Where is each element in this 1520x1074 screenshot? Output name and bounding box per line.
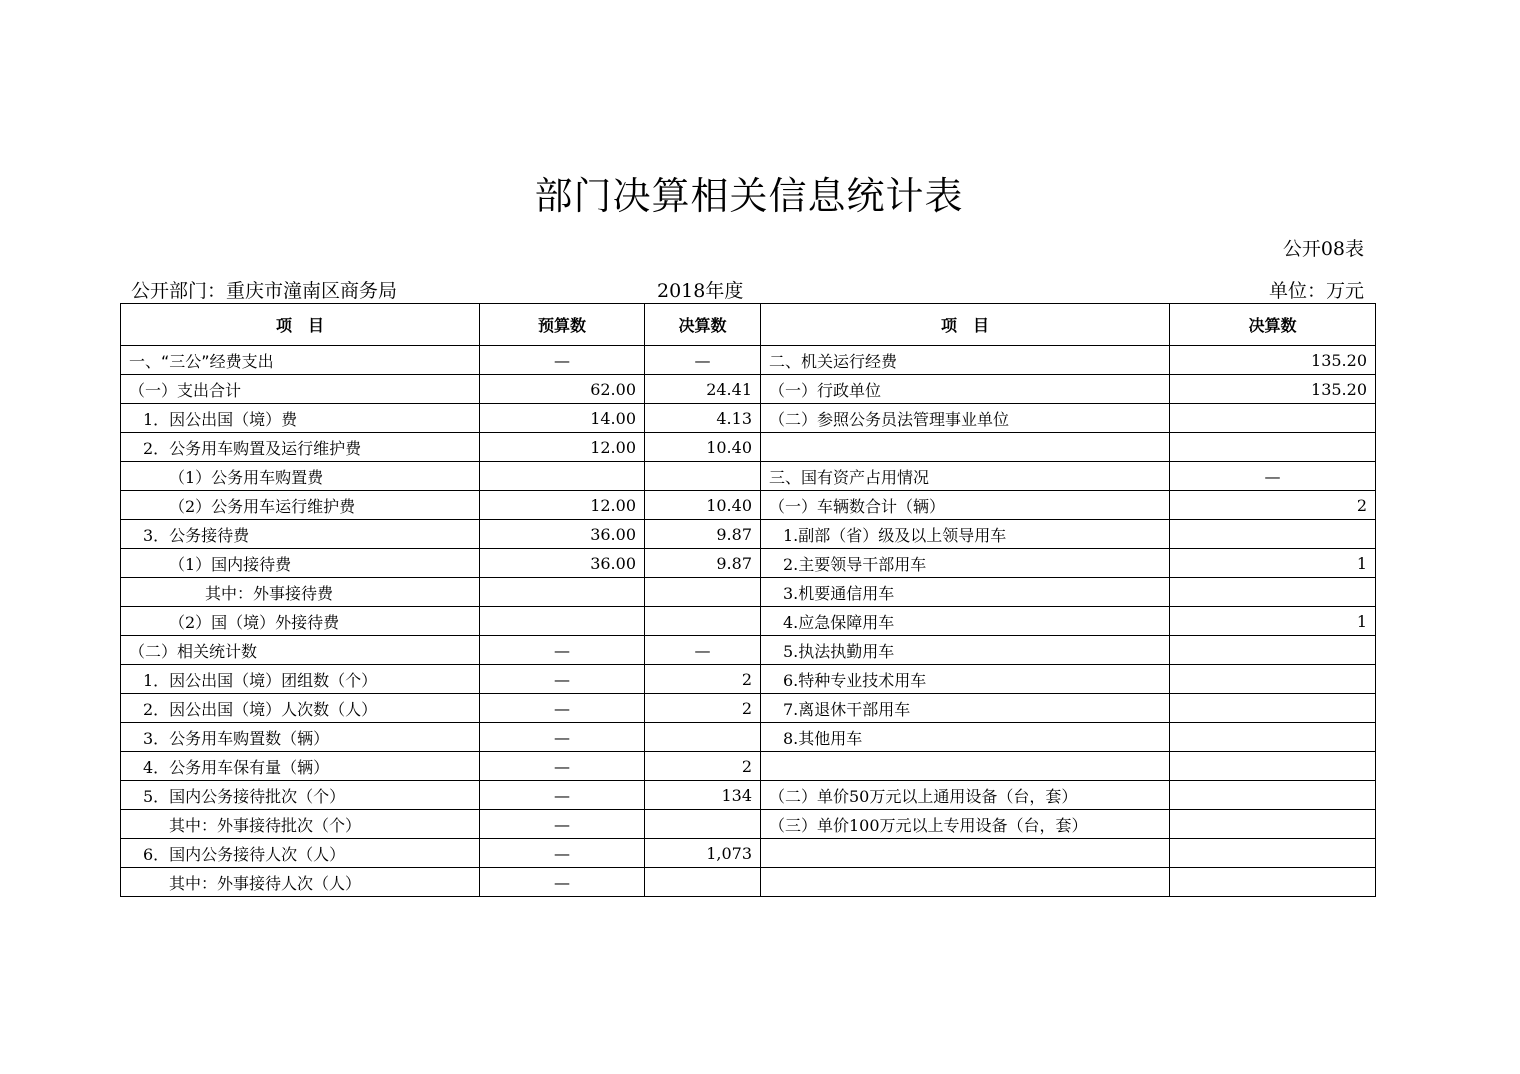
table-header-row	[121, 304, 1376, 346]
row-final-value	[645, 462, 761, 491]
page-title: 部门决算相关信息统计表	[534, 174, 964, 218]
row-final-value: 4.13	[645, 404, 761, 433]
table-row	[121, 665, 1376, 694]
row-right-item-label: 2.主要领导干部用车	[761, 549, 1170, 578]
row-right-final-value	[1170, 404, 1376, 433]
row-item-label: 3．公务用车购置数（辆）	[121, 723, 480, 752]
row-final-value: 2	[645, 665, 761, 694]
row-right-final-value: 1	[1170, 607, 1376, 636]
table-row	[121, 462, 1376, 491]
row-final-value	[645, 810, 761, 839]
header-final-right: 决算数	[1170, 304, 1376, 346]
row-right-item-label: 3.机要通信用车	[761, 578, 1170, 607]
row-final-value: 9.87	[645, 549, 761, 578]
row-budget-value	[480, 578, 645, 607]
row-final-value: 24.41	[645, 375, 761, 404]
row-item-label: （2）国（境）外接待费	[121, 607, 480, 636]
table-row	[121, 607, 1376, 636]
header-budget: 预算数	[480, 304, 645, 346]
row-right-item-label	[761, 433, 1170, 462]
unit-label: 单位：万元	[1268, 280, 1364, 302]
table-row	[121, 404, 1376, 433]
row-right-item-label: 5.执法执勤用车	[761, 636, 1170, 665]
row-right-item-label	[761, 752, 1170, 781]
row-right-final-value	[1170, 578, 1376, 607]
row-item-label: （2）公务用车运行维护费	[121, 491, 480, 520]
fiscal-year: 2018年度	[657, 280, 744, 302]
row-right-final-value: 1	[1170, 549, 1376, 578]
row-final-value: —	[645, 636, 761, 665]
header-final: 决算数	[645, 304, 761, 346]
row-right-final-value: 135.20	[1170, 346, 1376, 375]
row-right-final-value: 2	[1170, 491, 1376, 520]
table-row	[121, 868, 1376, 897]
row-right-item-label: （一）行政单位	[761, 375, 1170, 404]
row-budget-value: —	[480, 868, 645, 897]
row-item-label: 6．国内公务接待人次（人）	[121, 839, 480, 868]
row-item-label: 2．公务用车购置及运行维护费	[121, 433, 480, 462]
row-final-value	[645, 607, 761, 636]
department-label: 公开部门：重庆市潼南区商务局	[131, 280, 398, 302]
row-right-item-label: （二）参照公务员法管理事业单位	[761, 404, 1170, 433]
row-item-label: 其中：外事接待费	[121, 578, 480, 607]
row-right-final-value: —	[1170, 462, 1376, 491]
table-row	[121, 839, 1376, 868]
row-item-label: 其中：外事接待批次（个）	[121, 810, 480, 839]
row-item-label: （二）相关统计数	[121, 636, 480, 665]
row-budget-value: —	[480, 694, 645, 723]
table-row	[121, 781, 1376, 810]
row-final-value: 134	[645, 781, 761, 810]
row-right-final-value	[1170, 433, 1376, 462]
row-item-label: 一、“三公”经费支出	[121, 346, 480, 375]
row-right-item-label: （三）单价100万元以上专用设备（台，套）	[761, 810, 1170, 839]
row-item-label: 3．公务接待费	[121, 520, 480, 549]
row-budget-value: 12.00	[480, 491, 645, 520]
table-row	[121, 810, 1376, 839]
row-budget-value: 36.00	[480, 549, 645, 578]
row-right-item-label: （二）单价50万元以上通用设备（台，套）	[761, 781, 1170, 810]
row-right-final-value	[1170, 752, 1376, 781]
row-right-final-value	[1170, 868, 1376, 897]
row-right-final-value	[1170, 665, 1376, 694]
row-right-item-label: 6.特种专业技术用车	[761, 665, 1170, 694]
table-row	[121, 520, 1376, 549]
row-item-label: （1）公务用车购置费	[121, 462, 480, 491]
table-row	[121, 375, 1376, 404]
header-item-right: 项 目	[761, 304, 1170, 346]
row-right-item-label: 8.其他用车	[761, 723, 1170, 752]
row-final-value: 9.87	[645, 520, 761, 549]
row-item-label: （一）支出合计	[121, 375, 480, 404]
row-budget-value: 36.00	[480, 520, 645, 549]
row-right-final-value	[1170, 781, 1376, 810]
table-row	[121, 346, 1376, 375]
row-final-value: 1,073	[645, 839, 761, 868]
row-right-final-value	[1170, 694, 1376, 723]
row-final-value: 10.40	[645, 433, 761, 462]
row-right-final-value	[1170, 636, 1376, 665]
row-item-label: 4．公务用车保有量（辆）	[121, 752, 480, 781]
row-budget-value: —	[480, 752, 645, 781]
row-final-value: 10.40	[645, 491, 761, 520]
row-right-final-value: 135.20	[1170, 375, 1376, 404]
row-item-label: 1．因公出国（境）费	[121, 404, 480, 433]
row-item-label: 2．因公出国（境）人次数（人）	[121, 694, 480, 723]
row-right-final-value	[1170, 520, 1376, 549]
row-item-label: 5．国内公务接待批次（个）	[121, 781, 480, 810]
form-number: 公开08表	[1282, 238, 1364, 260]
meta-line	[131, 276, 1364, 302]
row-right-final-value	[1170, 810, 1376, 839]
row-budget-value: —	[480, 839, 645, 868]
statistics-table	[120, 303, 1376, 897]
row-item-label: 1．因公出国（境）团组数（个）	[121, 665, 480, 694]
row-final-value	[645, 578, 761, 607]
table-row	[121, 433, 1376, 462]
table-row	[121, 636, 1376, 665]
table-row	[121, 723, 1376, 752]
table-row	[121, 694, 1376, 723]
row-right-item-label	[761, 839, 1170, 868]
row-right-item-label: 4.应急保障用车	[761, 607, 1170, 636]
row-right-final-value	[1170, 723, 1376, 752]
row-budget-value	[480, 462, 645, 491]
row-final-value: 2	[645, 694, 761, 723]
row-right-item-label: 二、机关运行经费	[761, 346, 1170, 375]
row-budget-value: 14.00	[480, 404, 645, 433]
row-right-item-label: 7.离退休干部用车	[761, 694, 1170, 723]
row-right-final-value	[1170, 839, 1376, 868]
row-item-label: 其中：外事接待人次（人）	[121, 868, 480, 897]
header-item: 项 目	[121, 304, 480, 346]
row-right-item-label: 1.副部（省）级及以上领导用车	[761, 520, 1170, 549]
row-final-value: 2	[645, 752, 761, 781]
row-right-item-label: 三、国有资产占用情况	[761, 462, 1170, 491]
row-budget-value: —	[480, 723, 645, 752]
table-row	[121, 549, 1376, 578]
table-row	[121, 578, 1376, 607]
row-right-item-label: （一）车辆数合计（辆）	[761, 491, 1170, 520]
row-budget-value: —	[480, 810, 645, 839]
row-budget-value: —	[480, 346, 645, 375]
row-budget-value: 12.00	[480, 433, 645, 462]
row-item-label: （1）国内接待费	[121, 549, 480, 578]
row-final-value	[645, 723, 761, 752]
row-budget-value	[480, 607, 645, 636]
row-budget-value: —	[480, 665, 645, 694]
row-budget-value: —	[480, 636, 645, 665]
row-right-item-label	[761, 868, 1170, 897]
row-final-value	[645, 868, 761, 897]
row-budget-value: 62.00	[480, 375, 645, 404]
table-row	[121, 491, 1376, 520]
row-budget-value: —	[480, 781, 645, 810]
table-row	[121, 752, 1376, 781]
row-final-value: —	[645, 346, 761, 375]
